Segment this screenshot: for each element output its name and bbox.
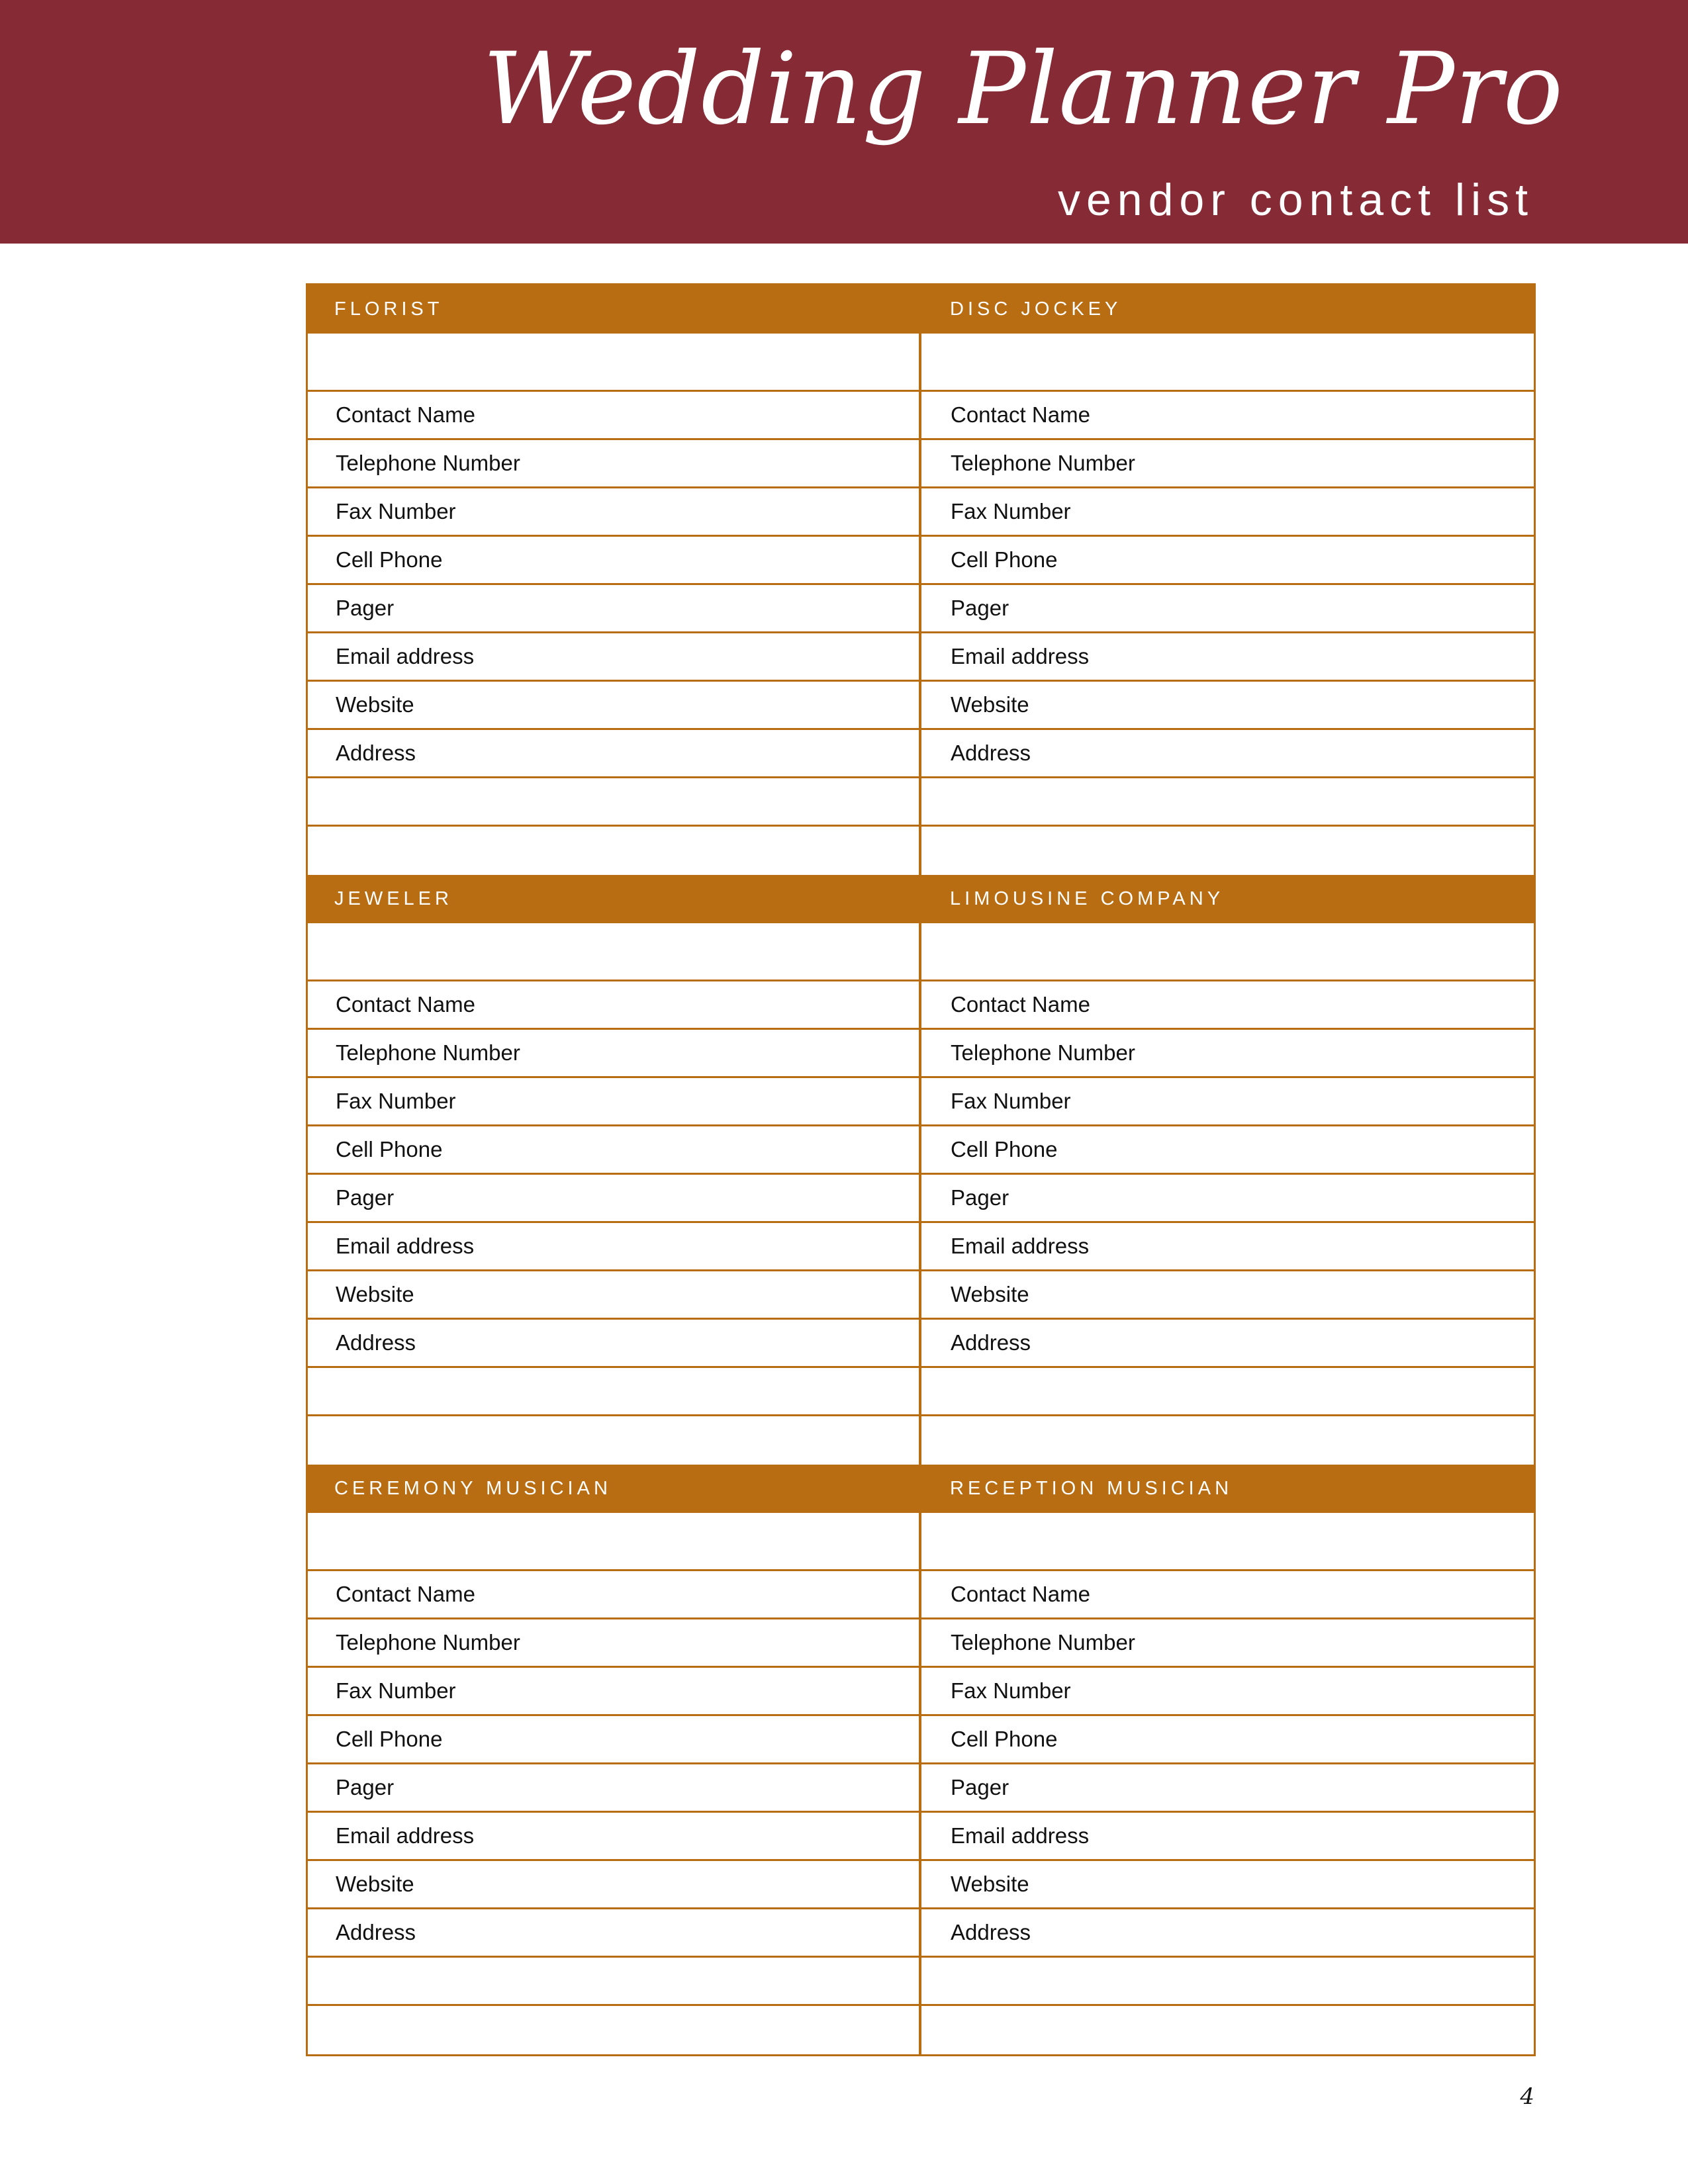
field-label-left[interactable]: Website (308, 1271, 921, 1318)
field-row (308, 1030, 1534, 1078)
field-label-left[interactable]: Website (308, 1861, 921, 1907)
vendor-name-row (308, 1513, 1534, 1571)
field-label-left[interactable]: Fax Number (308, 1668, 921, 1714)
field-row (308, 537, 1534, 585)
field-label-left[interactable]: Cell Phone (308, 1126, 921, 1173)
field-label-left[interactable]: Pager (308, 1764, 921, 1811)
vendor-category-left: JEWELER (334, 888, 453, 909)
vendor-section (308, 285, 1534, 875)
field-label-right[interactable]: Contact Name (951, 1582, 1090, 1606)
vendor-table (306, 283, 1536, 2056)
field-row (308, 440, 1534, 488)
blank-row (308, 1416, 1534, 1465)
field-label-right[interactable]: Website (951, 1872, 1029, 1896)
vendor-category-right: DISC JOCKEY (950, 298, 1122, 320)
field-label-left[interactable]: Pager (308, 1175, 921, 1221)
field-label-left[interactable]: Contact Name (308, 392, 921, 438)
blank-row (308, 827, 1534, 875)
field-label-right[interactable]: Fax Number (951, 499, 1071, 523)
vendor-section (308, 1465, 1534, 2054)
address-line-field-left[interactable] (308, 1416, 921, 1465)
section-header (308, 1465, 1534, 1513)
field-label-left[interactable]: Fax Number (308, 1078, 921, 1124)
field-label-right[interactable]: Cell Phone (951, 1727, 1058, 1751)
vendor-name-row (308, 923, 1534, 981)
vendor-category-right: RECEPTION MUSICIAN (950, 1478, 1233, 1499)
field-label-right[interactable]: Pager (951, 596, 1009, 620)
field-row (308, 1668, 1534, 1716)
field-label-right[interactable]: Website (951, 1282, 1029, 1306)
field-label-right[interactable]: Contact Name (951, 992, 1090, 1017)
vendor-name-row (308, 334, 1534, 392)
address-line-field-left[interactable] (308, 827, 921, 875)
field-row (308, 1813, 1534, 1861)
vendor-name-field-right[interactable] (921, 334, 1534, 390)
field-row (308, 1271, 1534, 1320)
blank-row (308, 1958, 1534, 2006)
field-label-left[interactable]: Address (308, 1909, 921, 1956)
field-label-left[interactable]: Address (308, 1320, 921, 1366)
field-label-right[interactable]: Telephone Number (951, 1040, 1135, 1065)
field-label-right[interactable]: Email address (951, 1823, 1090, 1848)
section-header (308, 285, 1534, 334)
field-label-right[interactable]: Contact Name (951, 402, 1090, 427)
field-label-left[interactable]: Fax Number (308, 488, 921, 535)
field-label-right[interactable]: Pager (951, 1775, 1009, 1799)
field-row (308, 1861, 1534, 1909)
field-row (308, 1571, 1534, 1619)
field-label-right[interactable]: Email address (951, 1234, 1090, 1258)
address-line-field-right[interactable] (921, 827, 1534, 875)
field-label-left[interactable]: Telephone Number (308, 440, 921, 486)
address-line-field-left[interactable] (308, 778, 921, 825)
field-label-right[interactable]: Fax Number (951, 1678, 1071, 1703)
field-row (308, 392, 1534, 440)
field-row (308, 981, 1534, 1030)
vendor-name-field-right[interactable] (921, 923, 1534, 979)
field-label-left[interactable]: Contact Name (308, 1571, 921, 1617)
field-label-right[interactable]: Pager (951, 1185, 1009, 1210)
vendor-category-left: FLORIST (334, 298, 444, 320)
field-row (308, 1764, 1534, 1813)
vendor-name-field-left[interactable] (308, 923, 921, 979)
field-label-right[interactable]: Cell Phone (951, 1137, 1058, 1161)
field-label-left[interactable]: Address (308, 730, 921, 776)
field-row (308, 1078, 1534, 1126)
field-row (308, 1175, 1534, 1223)
field-label-right[interactable]: Address (951, 741, 1031, 765)
blank-row (308, 2006, 1534, 2054)
address-line-field-left[interactable] (308, 1368, 921, 1414)
field-label-left[interactable]: Pager (308, 585, 921, 631)
field-label-right[interactable]: Address (951, 1330, 1031, 1355)
field-row (308, 730, 1534, 778)
field-row (308, 1909, 1534, 1958)
field-row (308, 1223, 1534, 1271)
page-number: 4 (1520, 2083, 1534, 2110)
address-line-field-right[interactable] (921, 1416, 1534, 1465)
vendor-category-right: LIMOUSINE COMPANY (950, 888, 1225, 909)
brand-title: Wedding Planner Pro (483, 32, 1564, 147)
field-label-left[interactable]: Cell Phone (308, 1716, 921, 1762)
field-row (308, 1126, 1534, 1175)
field-label-right[interactable]: Telephone Number (951, 1630, 1135, 1655)
field-label-left[interactable]: Email address (308, 1223, 921, 1269)
field-row (308, 1320, 1534, 1368)
vendor-name-field-left[interactable] (308, 334, 921, 390)
field-row (308, 1619, 1534, 1668)
field-label-right[interactable]: Address (951, 1920, 1031, 1944)
field-label-right[interactable]: Fax Number (951, 1089, 1071, 1113)
field-row (308, 682, 1534, 730)
vendor-section (308, 875, 1534, 1465)
field-label-right[interactable]: Email address (951, 644, 1090, 668)
field-row (308, 488, 1534, 537)
blank-row (308, 778, 1534, 827)
field-label-left[interactable]: Email address (308, 633, 921, 680)
section-header (308, 875, 1534, 923)
header-banner (0, 0, 1688, 244)
address-line-field-right[interactable] (921, 2006, 1534, 2054)
vendor-name-field-left[interactable] (308, 1513, 921, 1569)
address-line-field-left[interactable] (308, 2006, 921, 2054)
field-label-left[interactable]: Website (308, 682, 921, 728)
field-label-right[interactable]: Cell Phone (951, 547, 1058, 572)
field-label-left[interactable]: Cell Phone (308, 537, 921, 583)
address-line-field-right[interactable] (921, 1958, 1534, 2004)
page-subtitle: vendor contact list (1057, 175, 1534, 225)
address-line-field-right[interactable] (921, 1368, 1534, 1414)
field-label-left[interactable]: Telephone Number (308, 1619, 921, 1666)
address-line-field-right[interactable] (921, 778, 1534, 825)
field-row (308, 633, 1534, 682)
field-label-right[interactable]: Website (951, 692, 1029, 717)
field-row (308, 585, 1534, 633)
vendor-name-field-right[interactable] (921, 1513, 1534, 1569)
field-label-right[interactable]: Telephone Number (951, 451, 1135, 475)
address-line-field-left[interactable] (308, 1958, 921, 2004)
vendor-category-left: CEREMONY MUSICIAN (334, 1478, 612, 1499)
field-row (308, 1716, 1534, 1764)
field-label-left[interactable]: Email address (308, 1813, 921, 1859)
field-label-left[interactable]: Contact Name (308, 981, 921, 1028)
blank-row (308, 1368, 1534, 1416)
field-label-left[interactable]: Telephone Number (308, 1030, 921, 1076)
